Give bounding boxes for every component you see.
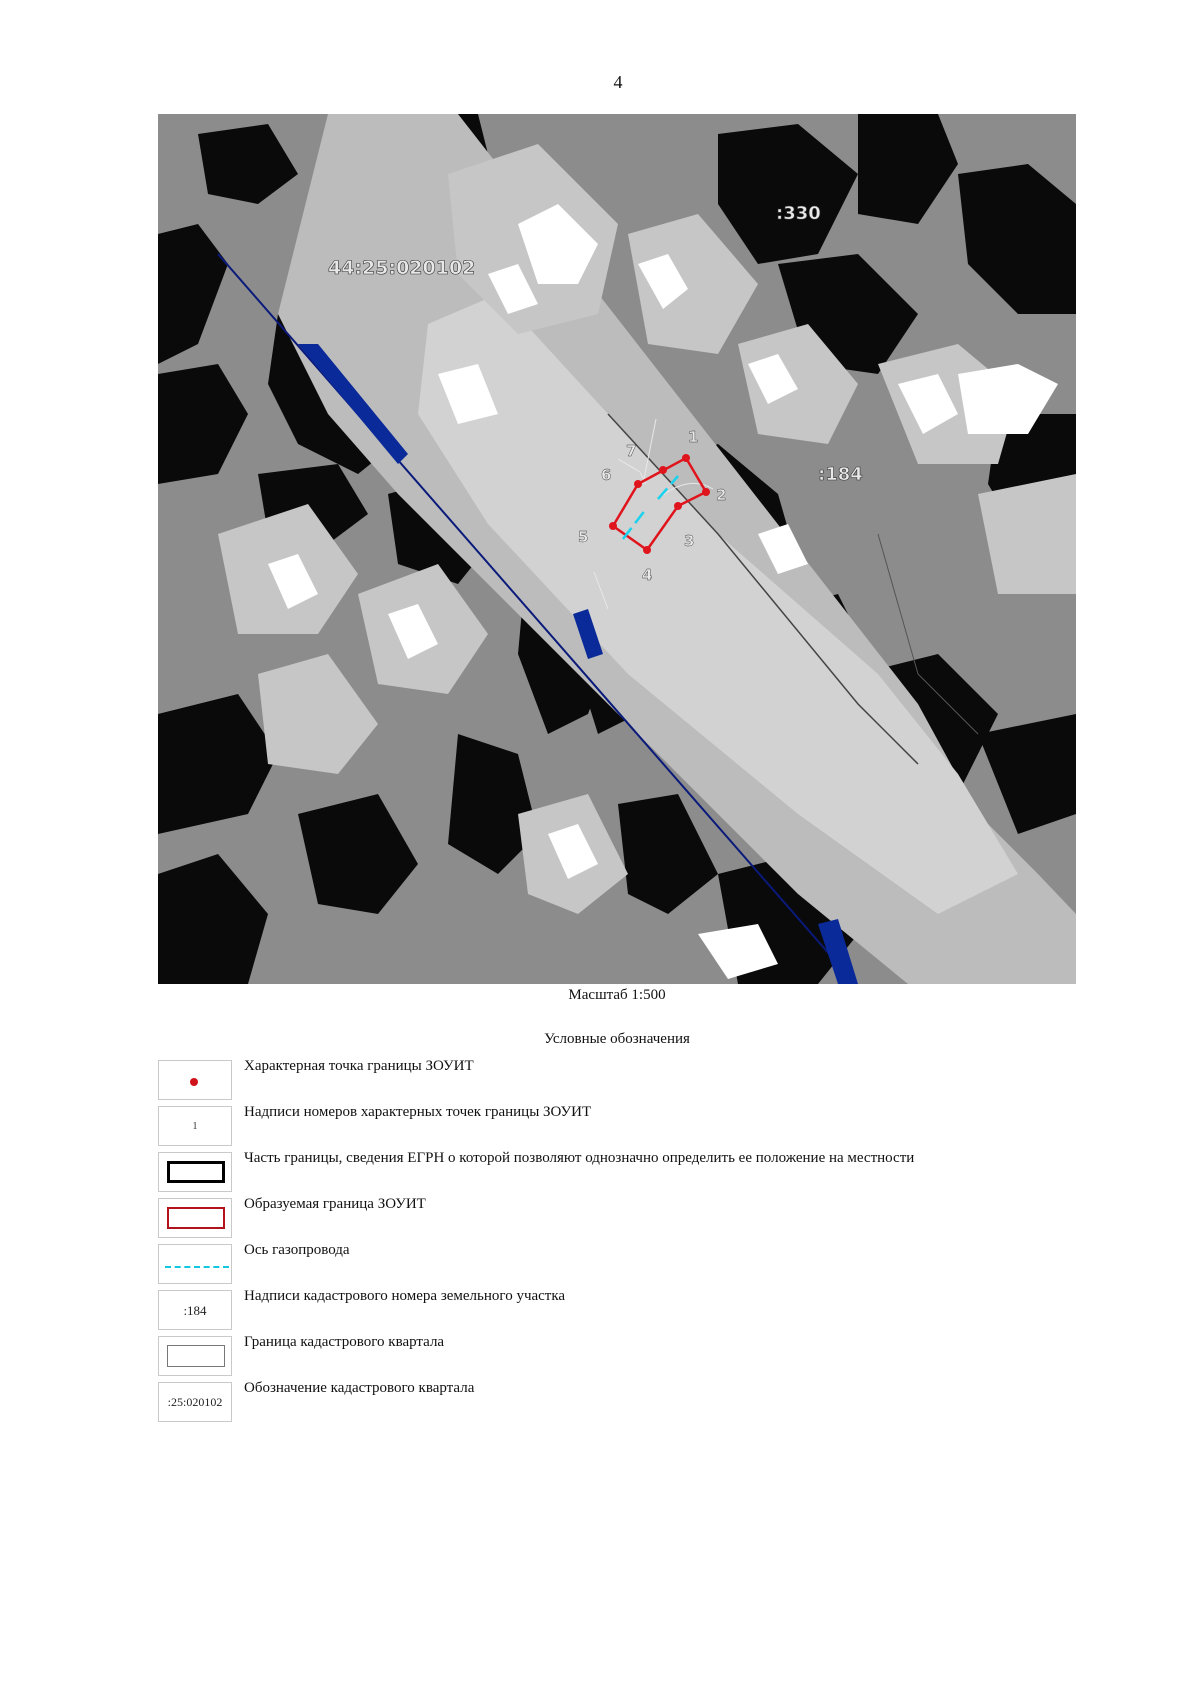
legend-item-text: Надписи кадастрового номера земельного участка [244,1288,566,1304]
point-label: 7 [626,442,637,460]
legend-item-text: Граница кадастрового квартала [244,1334,445,1350]
point-label: 4 [642,566,653,584]
legend [158,1058,1098,1426]
legend-item [158,1242,1098,1288]
parcel-number-sample: :184 [183,1303,207,1318]
map-view[interactable] [158,114,1076,984]
legend-item-text: Образуемая граница ЗОУИТ [244,1196,426,1212]
black-rect-icon [167,1161,225,1183]
legend-item-text: Ось газопровода [244,1242,350,1258]
legend-symbol [158,1106,232,1146]
legend-item-text: Характерная точка границы ЗОУИТ [244,1058,474,1074]
legend-symbol [158,1336,232,1376]
red-rect-icon [167,1207,225,1229]
legend-item-text: Часть границы, сведения ЕГРН о которой позволяют однозначно определить ее положение на местности [244,1150,915,1166]
legend-item [158,1104,1098,1150]
quarter-label: 44:25:020102 [328,257,476,279]
point-label: 3 [684,532,695,550]
legend-item-text: Надписи номеров характерных точек границы ЗОУИТ [244,1104,592,1120]
legend-item [158,1058,1098,1104]
gray-rect-icon [167,1345,225,1367]
legend-item [158,1150,1098,1196]
boundary-point-4 [643,546,651,554]
cyan-dash-icon [165,1266,229,1268]
point-label: 1 [688,428,699,446]
legend-item-text: Обозначение кадастрового квартала [244,1380,475,1396]
parcel-label: :184 [818,464,863,485]
legend-item [158,1288,1098,1334]
point-label: 5 [578,528,589,546]
point-label: 6 [601,466,612,484]
legend-symbol [158,1290,232,1330]
legend-item [158,1334,1098,1380]
red-dot-icon [190,1078,198,1086]
legend-item [158,1380,1098,1426]
legend-symbol [158,1060,232,1100]
parcel-label: :330 [776,203,821,224]
page-number: 4 [613,72,623,92]
legend-symbol [158,1382,232,1422]
boundary-point-2 [702,488,710,496]
boundary-point-3 [674,502,682,510]
map-canvas [158,114,1076,984]
legend-symbol [158,1198,232,1238]
point-label: 2 [716,486,727,504]
quarter-number-sample: :25:020102 [167,1395,223,1409]
boundary-point-5 [609,522,617,530]
legend-symbol [158,1244,232,1284]
legend-item [158,1196,1098,1242]
point-number-sample: 1 [192,1121,198,1132]
legend-title: Условные обозначения [544,1031,690,1047]
boundary-point-6 [634,480,642,488]
legend-symbol [158,1152,232,1192]
boundary-point-1 [682,454,690,462]
map-scale: Масштаб 1:500 [568,987,666,1003]
boundary-point-7 [659,466,667,474]
